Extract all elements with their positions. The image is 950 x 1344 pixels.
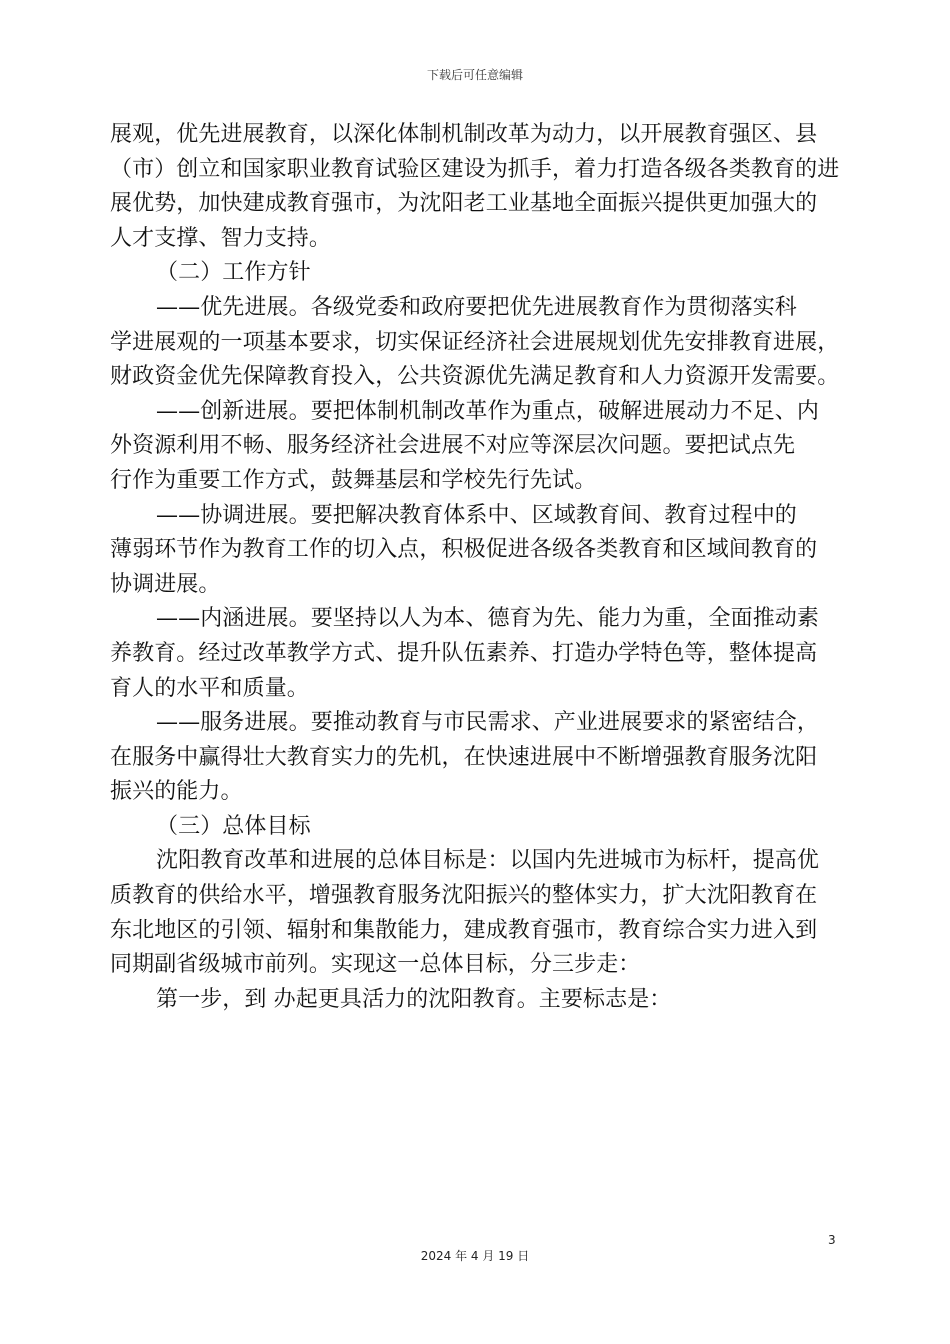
text-line: 在服务中赢得壮大教育实力的先机，在快速进展中不断增强教育服务沈阳 (110, 744, 818, 770)
text-line: 沈阳教育改革和进展的总体目标是：以国内先进城市为标杆，提高优 (156, 848, 820, 874)
text-line: 东北地区的引领、辐射和集散能力，建成教育强市，教育综合实力进入到 (110, 917, 818, 943)
text-line: 行作为重要工作方式，鼓舞基层和学校先行先试。 (110, 467, 597, 493)
text-line: 展优势，加快建成教育强市，为沈阳老工业基地全面振兴提供更加强大的 (110, 191, 818, 217)
text-line: （三）总体目标 (156, 813, 311, 839)
text-line: 第一步，到 办起更具活力的沈阳教育。主要标志是： (156, 986, 672, 1012)
page-number: 3 (828, 1233, 836, 1247)
text-line: 学进展观的一项基本要求，切实保证经济社会进展规划优先安排教育进展， (110, 329, 840, 355)
text-line: （二）工作方针 (156, 260, 311, 286)
text-line: （市）创立和国家职业教育试验区建设为抓手，着力打造各级各类教育的进 (110, 156, 840, 182)
text-line: 质教育的供给水平，增强教育服务沈阳振兴的整体实力，扩大沈阳教育在 (110, 883, 818, 909)
text-line: 振兴的能力。 (110, 779, 243, 805)
text-line: 人才支撑、智力支持。 (110, 225, 332, 251)
text-line: ——创新进展。要把体制机制改革作为重点，破解进展动力不足、内 (156, 398, 820, 424)
text-line: 养教育。经过改革教学方式、提升队伍素养、打造办学特色等，整体提高 (110, 640, 818, 666)
text-line: 薄弱环节作为教育工作的切入点，积极促进各级各类教育和区域间教育的 (110, 537, 818, 563)
footer-date: 2024 年 4 月 19 日 (420, 1249, 530, 1263)
text-line: 外资源利用不畅、服务经济社会进展不对应等深层次问题。要把试点先 (110, 433, 796, 459)
text-line: 协调进展。 (110, 571, 221, 597)
text-line: ——优先进展。各级党委和政府要把优先进展教育作为贯彻落实科 (156, 294, 797, 320)
text-line: ——协调进展。要把解决教育体系中、区域教育间、教育过程中的 (156, 502, 797, 528)
page-header: 下载后可任意编辑 (426, 68, 523, 82)
text-line: 财政资金优先保障教育投入，公共资源优先满足教育和人力资源开发需要。 (110, 364, 840, 390)
text-line: ——内涵进展。要坚持以人为本、德育为先、能力为重，全面推动素 (156, 606, 820, 632)
text-line: 展观，优先进展教育，以深化体制机制改革为动力，以开展教育强区、县 (110, 122, 818, 147)
text-line: ——服务进展。要推动教育与市民需求、产业进展要求的紧密结合， (156, 710, 820, 736)
text-line: 同期副省级城市前列。实现这一总体目标，分三步走： (110, 952, 641, 978)
text-line: 育人的水平和质量。 (110, 675, 309, 701)
document-body (110, 118, 850, 1017)
